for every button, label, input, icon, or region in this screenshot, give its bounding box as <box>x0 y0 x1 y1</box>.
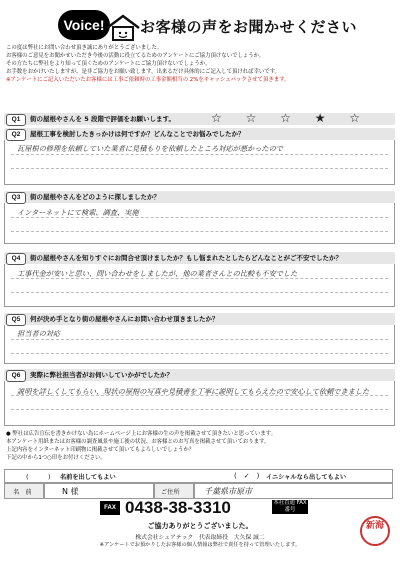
question-number: Q5 <box>6 314 26 326</box>
question-text: 何が決め手となり街の屋根やさんにお問い合わせ頂きましたか？ <box>30 315 219 323</box>
question-4-bar <box>4 252 395 264</box>
question-2-answer-box[interactable] <box>4 140 395 185</box>
answer-text: 瓦屋根の修理を依頼していた業者に見積もりを依頼したところ対応が悪かったので <box>17 144 283 153</box>
fax-badge: FAX <box>100 501 120 515</box>
question-5-answer-box[interactable] <box>4 325 395 364</box>
intro-line-3: その方たちに弊社をより知って頂くためのアンケートにご協力頂けないでしょうか。 <box>6 61 211 67</box>
question-6-bar <box>4 369 395 381</box>
consent-note-2: 本アンケート用紙またはお客様の調査風景や施工後の状況、お客様とのお写真を掲載させて頂いております。 <box>6 439 270 445</box>
question-5-bar <box>4 313 395 325</box>
option-1-bracket[interactable]: ( ) <box>26 473 51 481</box>
question-number: Q2 <box>6 129 26 141</box>
answer-text: インターネットにて検索、調査、実施 <box>17 208 139 217</box>
address-label: ご住所 <box>161 489 180 496</box>
signature-stamp: 新海 <box>360 516 390 546</box>
fax-area <box>100 500 310 518</box>
check-mark: ✓ <box>243 472 250 480</box>
question-6-answer-box[interactable] <box>4 381 395 426</box>
question-text: 実際に弊社担当者がお伺いしていかがでしたか？ <box>30 371 173 379</box>
name-value[interactable]: N 様 <box>62 487 79 496</box>
voice-badge: Voice! <box>58 10 110 40</box>
rating-stars[interactable]: ☆ ☆ ☆ ★ ☆ <box>211 111 371 125</box>
consent-note-1: ● 弊社は広告宣伝を書きかけない為にホームページ上にお客様の生の声を掲載させて頂きたいと思っています。 <box>6 431 277 437</box>
answer-text: 担当者の対応 <box>17 329 61 338</box>
question-text: 屋根工事を検討したきっかけは何ですか？どんなことでお悩みでしたか？ <box>30 130 245 138</box>
address-value[interactable]: 千葉県市原市 <box>204 487 252 496</box>
question-text: 街の屋根やさんを知りすぐにお問合せ頂けましたか？もし悩まれたとしたらどんなことがご不安でしたか？ <box>30 254 342 262</box>
answer-text: 説明を詳しくしてもらい、現状の屋根の写真や見積書を丁寧に説明してもらえたので安心して依頼できました <box>17 387 370 396</box>
privacy-note: ※アンケートでお預かりしたお客様の個人情報は弊社で責任を持って管理いたします。 <box>99 542 301 548</box>
answer-text: 工事代金が安いと思い、問い合わせをしましたが、他の業者さんとの比較も不安でした <box>17 269 298 278</box>
option-1-label: 名前を出してもよい <box>60 474 116 481</box>
question-number: Q3 <box>6 192 26 204</box>
question-1-bar <box>4 113 395 125</box>
page-title: お客様の声をお聞かせください <box>140 18 358 36</box>
intro-line-2: お客様のご意見をお聞かせいただき今後の活動に役立てるためのアンケートにご協力頂けないでしょうか。 <box>6 53 265 59</box>
house-icon <box>105 14 141 42</box>
question-text: 街の屋根やさんを 5 段階で評価をお願いします。 <box>30 115 176 123</box>
fax-label: 本社直通 FAX番号 <box>273 500 307 513</box>
question-number: Q1 <box>6 114 26 126</box>
cashback-notice: ※アンケートにご記入いただいたお客様には工事ご依頼時の工事金額相当の 2%をキャッシュバックさせて頂きます。 <box>6 77 290 83</box>
fax-number: 0438-38-3310 <box>125 498 231 517</box>
intro-line-4: お手数をおかけいたしますが、是非ご協力をお願い致します。出来るだけ具体的にご記入して頂ければ幸いです。 <box>6 69 281 75</box>
question-3-bar <box>4 191 395 203</box>
question-2-bar <box>4 128 395 140</box>
consent-note-3: 上記内容をインターネット印刷物に掲載させて頂いてもよろしいでしょうか？ <box>6 447 195 453</box>
question-4-answer-box[interactable] <box>4 264 395 307</box>
question-text: 街の屋根やさんをどのように探しましたか？ <box>30 193 160 201</box>
consent-note-4: 下記の中から1つ○印をお付けください。 <box>6 455 106 461</box>
option-2-checkbox[interactable]: ( ✓ ) <box>234 472 260 480</box>
intro-line-1: この度は弊社にお問い合わせ頂き誠にありがとうございました。 <box>6 45 163 51</box>
company-text: 株式会社シェアテック 代表取締役 大久保 誠二 <box>135 535 265 541</box>
name-label: 名 前 <box>13 489 32 496</box>
thanks-text: ご協力ありがとうございました。 <box>147 522 253 530</box>
question-number: Q4 <box>6 253 26 265</box>
option-2-label: イニシャルなら出してもよい <box>266 474 347 481</box>
name-table <box>4 469 393 499</box>
question-number: Q6 <box>6 370 26 382</box>
question-3-answer-box[interactable] <box>4 203 395 244</box>
